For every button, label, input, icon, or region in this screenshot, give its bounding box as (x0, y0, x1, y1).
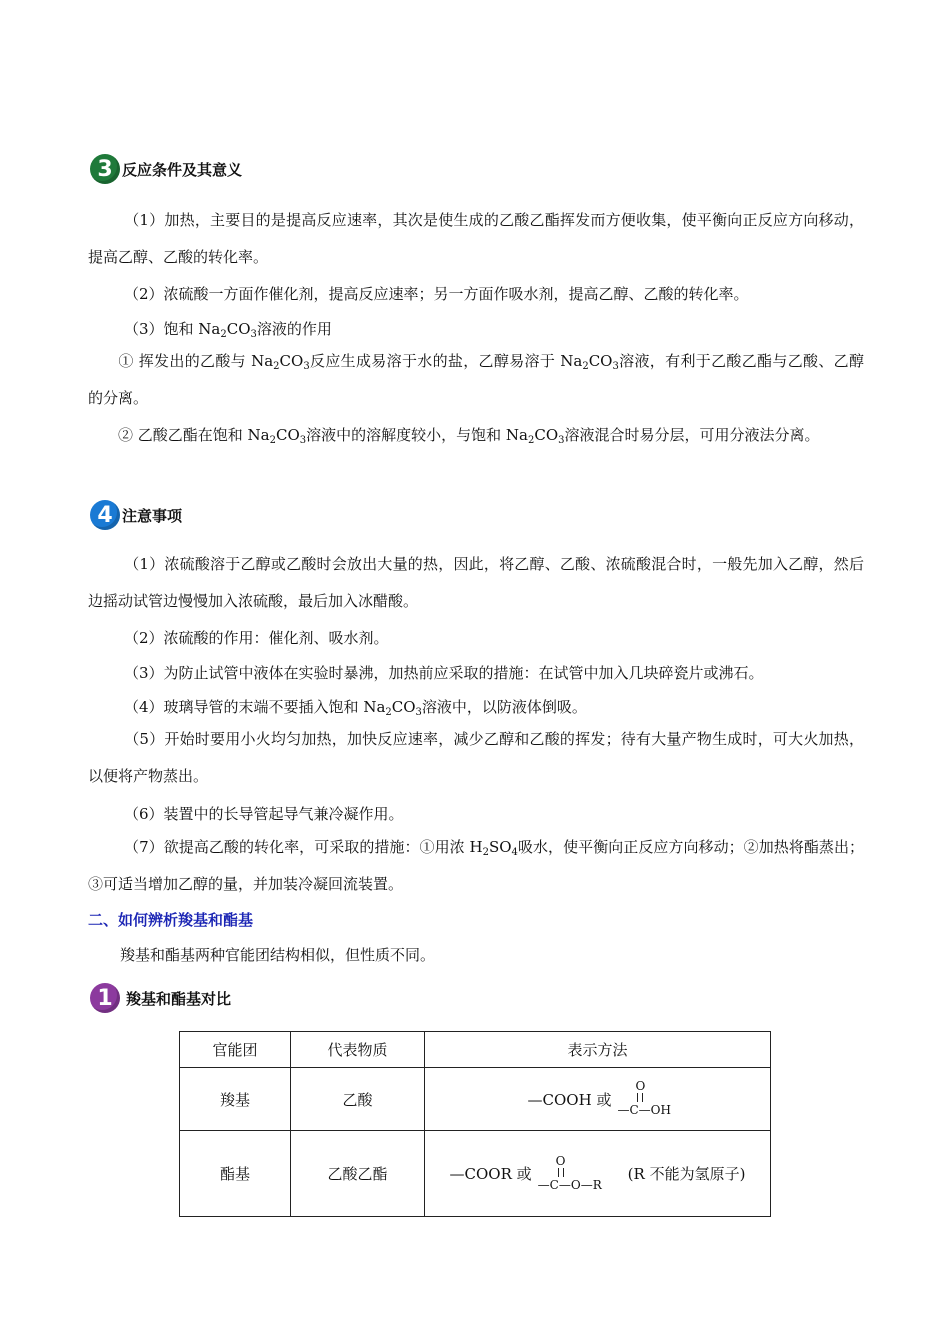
section-1-heading (90, 983, 231, 1013)
table-row (180, 1131, 771, 1217)
paragraph-4-2: （2）浓硫酸的作用：催化剂、吸水剂。 (124, 629, 389, 647)
formula-text: —COOH 或 (527, 1090, 612, 1109)
section-1-title: 羧基和酯基对比 (126, 989, 232, 1008)
cell-formula-carboxyl (425, 1068, 771, 1131)
section-3-heading (90, 154, 242, 184)
number-3-badge-icon: 3 (90, 154, 120, 184)
formula-note: (R 不能为氢原子) (627, 1165, 746, 1183)
paragraph-4-6: （6）装置中的长导管起导气兼冷凝作用。 (124, 805, 404, 823)
paragraph-3-3: （3）饱和 $Na_2CO_3$溶液的作用 (124, 320, 332, 340)
paragraph-3-2: （2）浓硫酸一方面作催化剂，提高反应速率；另一方面作吸水剂，提高乙醇、乙酸的转化率。 (124, 285, 749, 303)
paragraph-4-4: （4）玻璃导管的末端不要插入饱和 $Na_2CO_3$溶液中，以防液体倒吸。 (124, 698, 587, 718)
paragraph-4-5: （5）开始时要用小火均匀加热，加快反应速率，减少乙醇和乙酸的挥发；待有大量产物生成时，可大火加热，以便将产物蒸出。 (88, 730, 864, 785)
table-row (180, 1068, 771, 1131)
table-header-row (180, 1032, 771, 1068)
cell-formula-ester (425, 1131, 771, 1217)
paragraph-3-1: （1）加热，主要目的是提高反应速率，其次是使生成的乙酸乙酯挥发而方便收集，使平衡向正反应方向移动，提高乙醇、乙酸的转化率。 (88, 211, 864, 266)
paragraph-3-4: ① 挥发出的乙酸与 $Na_2CO_3$反应生成易溶于水的盐，乙醇易溶于 $Na_2CO_3$溶液，有利于乙酸乙酯与乙酸、乙醇的分离。 (88, 352, 864, 407)
comparison-table (179, 1031, 771, 1217)
paragraph-3-5: ② 乙酸乙酯在饱和 $Na_2CO_3$溶液中的溶解度较小，与饱和 $Na_2CO_3$溶液混合时易分层，可用分液法分离。 (118, 426, 820, 446)
paragraph-4-1: （1）浓硫酸溶于乙醇或乙酸时会放出大量的热，因此，将乙醇、乙酸、浓硫酸混合时，一般先加入乙醇，然后边摇动试管边慢慢加入浓硫酸，最后加入冰醋酸。 (88, 555, 864, 610)
number-4-badge-icon: 4 (90, 500, 120, 530)
cell-group-ester: 酯基 (180, 1131, 291, 1217)
cell-group-carboxyl: 羧基 (180, 1068, 291, 1131)
section-2-heading: 二、如何辨析羧基和酯基 (88, 911, 254, 929)
formula-text: —COOR 或 (449, 1165, 532, 1183)
carboxyl-structure: O —C—OH (617, 1079, 671, 1117)
section-3-title: 反应条件及其意义 (122, 160, 243, 179)
ester-structure: O —C—O—R (537, 1153, 602, 1192)
section-4-heading (90, 500, 182, 530)
header-substance: 代表物质 (291, 1032, 425, 1068)
cell-substance-acetic-acid: 乙酸 (291, 1068, 425, 1131)
paragraph-4-7: （7）欲提高乙酸的转化率，可采取的措施：①用浓 $H_2SO_4$吸水，使平衡向正反应方向移动；②加热将酯蒸出；③可适当增加乙醇的量，并加装冷凝回流装置。 (88, 838, 864, 893)
section-4-title: 注意事项 (122, 506, 183, 525)
cell-substance-ethyl-acetate: 乙酸乙酯 (291, 1131, 425, 1217)
header-representation: 表示方法 (425, 1032, 771, 1068)
paragraph-4-3: （3）为防止试管中液体在实验时暴沸，加热前应采取的措施：在试管中加入几块碎瓷片或沸石。 (124, 664, 764, 682)
intro-paragraph: 羧基和酯基两种官能团结构相似，但性质不同。 (120, 946, 436, 964)
number-1-badge-icon: 1 (90, 983, 120, 1013)
header-functional-group: 官能团 (180, 1032, 291, 1068)
